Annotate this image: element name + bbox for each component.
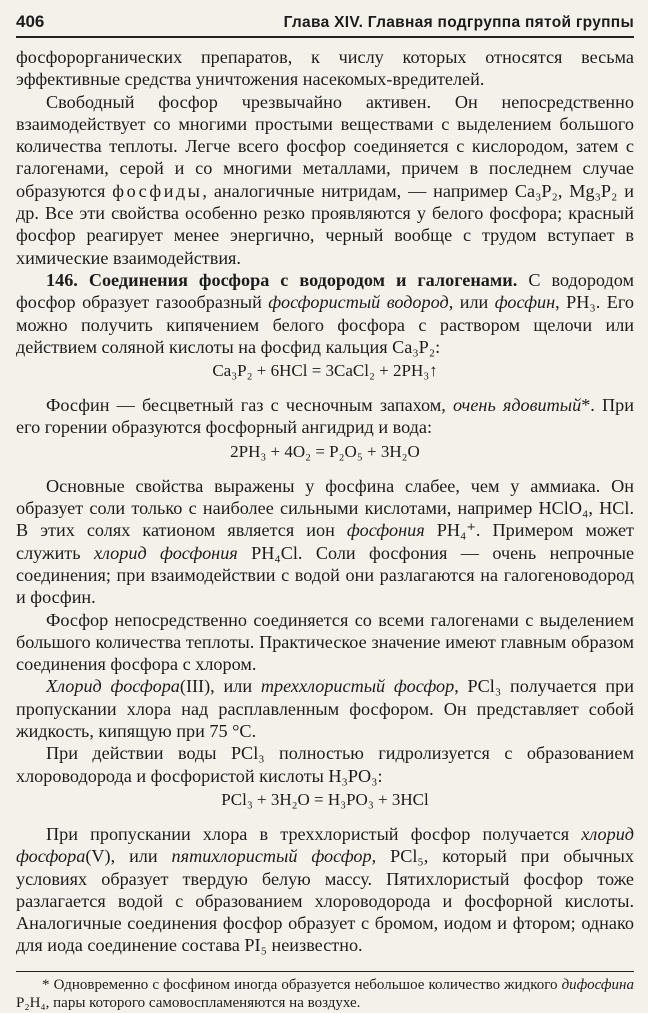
page-number: 406 bbox=[16, 12, 45, 31]
paragraph-free-phosphorus: Свободный фосфор чрезвычайно активен. Он непосредственно взаимодействует со многими простыми веществами с выделением большого количества теплоты. Легче всего фосфор соединяется с кислородом, затем с галогенами, серой и со многими металлами, причем в последнем случае образуются фосфиды, аналогичные нитридам, — например Ca₃P₂, Mg₃P₂ и др. Все эти свойства особенно резко проявляются у белого фосфора; красный фосфор реагирует менее энергично, черный вообще с трудом вступает в химические взаимодействия. bbox=[16, 91, 635, 268]
paragraph-continuation: фосфорорганических препаратов, к числу которых относятся весьма эффективные средства уничтожения насекомых-вредителей. bbox=[16, 47, 634, 90]
equation-3: PCl₃ + 3H₂O = H₃PO₃ + 3HCl bbox=[221, 789, 429, 809]
spaced-term-phosphides: фосфиды bbox=[112, 180, 203, 201]
section-heading: 146. Соединения фосфора с водородом и галогенами. bbox=[46, 269, 518, 290]
equation-1: Ca₃P₂ + 6HCl = 3CaCl₂ + 2PH₃↑ bbox=[212, 361, 438, 381]
equation-2: 2PH₃ + 4O₂ = P₂O₅ + 3H₂O bbox=[230, 441, 420, 461]
paragraph-hydrolysis: При действии воды PCl₃ полностью гидролизуется с образованием хлороводорода и фосфористой кислоты H₃PO₃: bbox=[16, 743, 634, 786]
footnote-text: * Одновременно с фосфином иногда образуется небольшое количество жидкого дифосфина P₂H₄, пары которого самовоспламеняются на воздухе. bbox=[16, 976, 634, 1012]
footnote bbox=[16, 976, 634, 1013]
footnote-rule bbox=[16, 971, 634, 972]
section-146-paragraph: 146. Соединения фосфора с водородом и галогенами. С водородом фосфор образует газообразный фосфористый водород, или фосфин, PH₃. Его можно получить кипячением белого фосфора с раствором щелочи или действием соляной кислоты на фосфид кальция Ca₃P₂: bbox=[16, 269, 635, 357]
paragraph-pcl3: Хлорид фосфора(III), или треххлористый фосфор, PCl₃ получается при пропускании хлора над расплавленным фосфором. Он представляет собой жидкость, кипящую при 75 °C. bbox=[16, 676, 634, 742]
paragraph-basic-properties: Основные свойства выражены у фосфина слабее, чем у аммиака. Он образует соли только с наиболее сильными кислотами, например HClO₄, HCl. В этих солях катионом является ион фосфония PH₄⁺. Примером может служить хлорид фосфония PH₄Cl. Соли фосфония — очень непрочные соединения; при взаимодействии с водой они разлагаются на галогеноводород и фосфин. bbox=[16, 475, 635, 608]
paragraph-pcl5: При пропускании хлора в треххлористый фосфор получается хлорид фосфора(V), или пятихлористый фосфор, PCl₅, который при обычных условиях образует твердую белую массу. Пятихлористый фосфор тоже разлагается водой с образованием хлороводорода и фосфорной кислоты. Аналогичные соединения фосфор образует с бромом, иодом и фтором; однако для иода соединение состава PI₅ неизвестно. bbox=[16, 823, 634, 956]
chapter-title: Глава XIV. Главная подгруппа пятой группы bbox=[283, 14, 634, 31]
paragraph-halogens: Фосфор непосредственно соединяется со всеми галогенами с выделением большого количества теплоты. Практическое значение имеют главным образом соединения фосфора с хлором. bbox=[16, 609, 634, 675]
running-header bbox=[16, 12, 634, 38]
paragraph-phosphine: Фосфин — бесцветный газ с чесночным запахом, очень ядовитый*. При его горении образуются фосфорный ангидрид и вода: bbox=[16, 395, 634, 438]
